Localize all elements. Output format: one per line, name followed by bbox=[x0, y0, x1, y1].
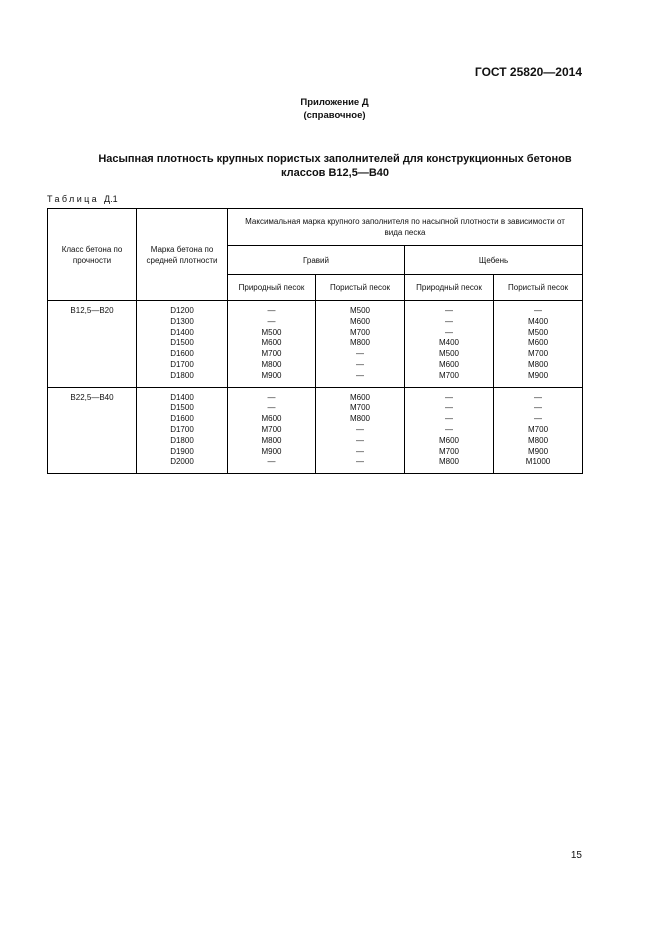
gravel-natural-sand-value: — bbox=[267, 403, 276, 413]
gravel-porous-sand-cell bbox=[316, 387, 405, 474]
header-density-grade: Марка бетона по средней плотности bbox=[137, 209, 228, 301]
crushed-natural-sand-value: М600 bbox=[438, 435, 459, 445]
gravel-natural-sand-value: — bbox=[267, 316, 276, 326]
density-grade-value: D1400 bbox=[170, 327, 194, 337]
gravel-natural-sand-value: М600 bbox=[261, 414, 282, 424]
crushed-natural-sand-value: М700 bbox=[438, 446, 459, 456]
crushed-natural-sand-value: — bbox=[445, 327, 453, 337]
crushed-porous-sand-value: — bbox=[534, 414, 543, 424]
crushed-natural-sand-value: — bbox=[445, 392, 453, 402]
gravel-natural-sand-value: М700 bbox=[261, 424, 282, 434]
crushed-porous-sand-value: М800 bbox=[528, 435, 549, 445]
crushed-natural-sand-value: — bbox=[445, 414, 453, 424]
gravel-natural-sand-cell bbox=[228, 387, 316, 474]
gravel-porous-sand-value: М600 bbox=[349, 392, 370, 402]
header-concrete-class: Класс бетона по прочности bbox=[48, 209, 137, 301]
density-grade-value: D1400 bbox=[170, 392, 194, 402]
gravel-porous-sand-cell bbox=[316, 301, 405, 388]
density-grade-value: D1300 bbox=[170, 316, 194, 326]
density-grade-value: D1800 bbox=[170, 370, 194, 380]
gravel-natural-sand-value: — bbox=[267, 392, 276, 402]
density-grade-value: D1200 bbox=[170, 306, 194, 315]
crushed-porous-sand-value: М900 bbox=[528, 446, 549, 456]
crushed-natural-sand-cell bbox=[405, 387, 494, 474]
annex-heading bbox=[0, 96, 661, 122]
gravel-natural-sand-value: — bbox=[267, 457, 276, 467]
gravel-porous-sand-value: — bbox=[356, 370, 364, 380]
concrete-class-cell: В12,5—В20 bbox=[48, 301, 137, 388]
crushed-porous-sand-value: — bbox=[534, 306, 543, 315]
density-grade-value: D1500 bbox=[170, 403, 194, 413]
standard-designation: ГОСТ 25820—2014 bbox=[474, 65, 582, 79]
gravel-porous-sand-value: М800 bbox=[349, 338, 370, 348]
density-grade-value: D1700 bbox=[170, 424, 194, 434]
gravel-porous-sand-value: — bbox=[356, 435, 364, 445]
table-label bbox=[47, 194, 118, 204]
crushed-natural-sand-value: — bbox=[445, 424, 453, 434]
crushed-porous-sand-cell bbox=[494, 301, 583, 388]
density-grade-cell bbox=[137, 301, 228, 388]
gravel-porous-sand-value: — bbox=[356, 424, 364, 434]
density-grade-cell bbox=[137, 387, 228, 474]
crushed-porous-sand-value: М500 bbox=[528, 327, 549, 337]
gravel-porous-sand-value: М700 bbox=[349, 403, 370, 413]
gravel-porous-sand-value: — bbox=[356, 446, 364, 456]
header-gravel-porous-sand: Пористый песок bbox=[316, 275, 405, 301]
density-grade-value: D1700 bbox=[170, 359, 194, 369]
page-number: 15 bbox=[570, 850, 582, 861]
density-table bbox=[47, 208, 583, 474]
density-grade-value: D1600 bbox=[170, 349, 194, 359]
concrete-class-cell: В22,5—В40 bbox=[48, 387, 137, 474]
header-crushed-natural-sand: Природный песок bbox=[405, 275, 494, 301]
header-crushed-stone: Щебень bbox=[405, 246, 583, 275]
table-label-prefix: Таблица bbox=[47, 194, 100, 204]
gravel-porous-sand-value: — bbox=[356, 349, 364, 359]
gravel-natural-sand-value: — bbox=[267, 306, 276, 315]
document-title-line1: Насыпная плотность крупных пористых заполнителей для конструкционных бетонов bbox=[98, 153, 572, 165]
crushed-natural-sand-value: — bbox=[445, 306, 453, 315]
annex-title: Приложение Д bbox=[300, 97, 369, 108]
crushed-porous-sand-value: М600 bbox=[528, 338, 549, 348]
header-max-aggregate-grade: Максимальная марка крупного заполнителя по насыпной плотности в зависимости от вида песка bbox=[228, 209, 583, 246]
gravel-porous-sand-value: М700 bbox=[349, 327, 370, 337]
table-label-number: Д.1 bbox=[104, 194, 118, 204]
gravel-porous-sand-value: М500 bbox=[349, 306, 370, 315]
header-gravel-natural-sand: Природный песок bbox=[228, 275, 316, 301]
gravel-natural-sand-cell bbox=[228, 301, 316, 388]
crushed-natural-sand-value: М700 bbox=[438, 370, 459, 380]
density-grade-value: D1500 bbox=[170, 338, 194, 348]
table-row bbox=[48, 301, 583, 388]
crushed-porous-sand-value: — bbox=[534, 403, 543, 413]
crushed-porous-sand-value: — bbox=[534, 392, 543, 402]
annex-subtitle: (справочное) bbox=[303, 110, 366, 121]
crushed-porous-sand-value: М700 bbox=[528, 424, 549, 434]
table-body bbox=[48, 301, 583, 474]
density-grade-value: D1800 bbox=[170, 435, 194, 445]
density-grade-value: D1600 bbox=[170, 414, 194, 424]
crushed-natural-sand-value: — bbox=[445, 316, 453, 326]
gravel-porous-sand-value: М800 bbox=[349, 414, 370, 424]
gravel-natural-sand-value: М600 bbox=[261, 338, 282, 348]
gravel-natural-sand-value: М800 bbox=[261, 435, 282, 445]
density-grade-value: D1900 bbox=[170, 446, 194, 456]
crushed-porous-sand-value: М400 bbox=[528, 316, 549, 326]
gravel-natural-sand-value: М900 bbox=[261, 446, 282, 456]
gravel-porous-sand-value: — bbox=[356, 359, 364, 369]
crushed-porous-sand-value: М900 bbox=[528, 370, 549, 380]
table-row bbox=[48, 387, 583, 474]
document-title bbox=[60, 152, 610, 180]
crushed-natural-sand-value: М400 bbox=[438, 338, 459, 348]
crushed-natural-sand-value: М500 bbox=[438, 349, 459, 359]
crushed-porous-sand-cell bbox=[494, 387, 583, 474]
gravel-natural-sand-value: М700 bbox=[261, 349, 282, 359]
document-title-line2: классов В12,5—В40 bbox=[280, 167, 390, 179]
crushed-natural-sand-value: М800 bbox=[438, 457, 459, 467]
crushed-natural-sand-value: — bbox=[445, 403, 453, 413]
header-gravel: Гравий bbox=[228, 246, 405, 275]
density-grade-value: D2000 bbox=[170, 457, 194, 467]
gravel-natural-sand-value: М500 bbox=[261, 327, 282, 337]
crushed-natural-sand-cell bbox=[405, 301, 494, 388]
gravel-natural-sand-value: М800 bbox=[261, 359, 282, 369]
gravel-porous-sand-value: — bbox=[356, 457, 364, 467]
header-crushed-porous-sand: Пористый песок bbox=[494, 275, 583, 301]
crushed-porous-sand-value: М700 bbox=[528, 349, 549, 359]
crushed-porous-sand-value: М1000 bbox=[525, 457, 551, 467]
crushed-porous-sand-value: М800 bbox=[528, 359, 549, 369]
gravel-porous-sand-value: М600 bbox=[349, 316, 370, 326]
gravel-natural-sand-value: М900 bbox=[261, 370, 282, 380]
crushed-natural-sand-value: М600 bbox=[438, 359, 459, 369]
